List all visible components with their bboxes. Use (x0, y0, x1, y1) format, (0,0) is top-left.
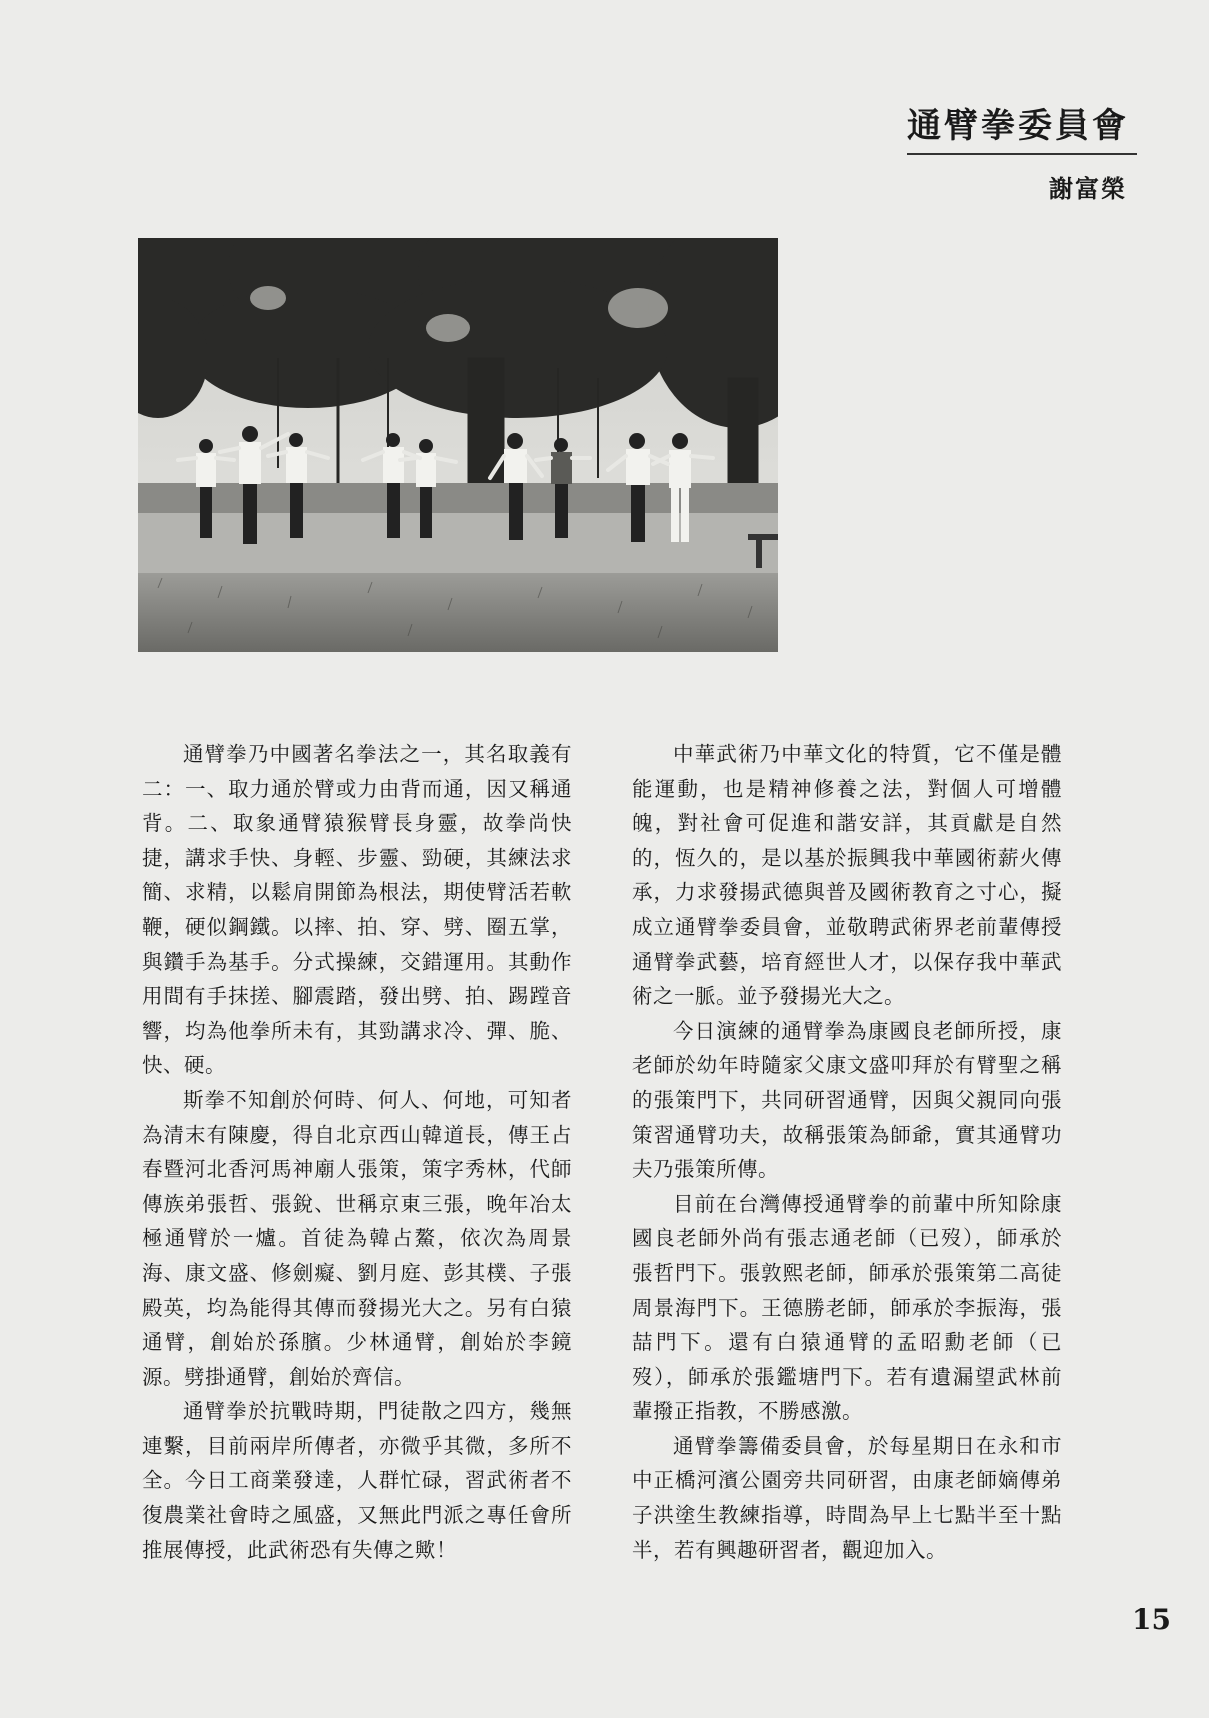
photo-illustration (138, 238, 778, 652)
article-header (907, 98, 1137, 204)
paragraph: 斯拳不知創於何時、何人、何地，可知者為清末有陳慶，得自北京西山韓道長，傳王占春暨河北香河馬神廟人張策，策字秀林，代師傳族弟張哲、張銳、世稱京東三張，晚年冶太極通臂於一爐。首徒為韓占鰲，依次為周景海、康文盛、修劍癡、劉月庭、彭其樸、子張殿英，均為能得其傳而發揚光大之。另有白猿通臂，創始於孫臏。少林通臂，創始於李鏡源。劈掛通臂，創始於齊信。 (142, 1087, 572, 1389)
paragraph: 目前在台灣傳授通臂拳的前輩中所知除康國良老師外尚有張志通老師（已歿），師承於張哲門下。張敦熙老師，師承於張策第二高徒周景海門下。王德勝老師，師承於李振海，張喆門下。還有白猿通臂的孟昭勳老師（已歿），師承於張鑑塘門下。若有遺漏望武林前輩撥正指教，不勝感激。 (632, 1191, 1062, 1424)
paragraph: 通臂拳籌備委員會，於每星期日在永和市中正橋河濱公園旁共同研習，由康老師嫡傳弟子洪塗生教練指導，時間為早上七點半至十點半，若有興趣研習者，觀迎加入。 (632, 1433, 1062, 1562)
paragraph: 通臂拳乃中國著名拳法之一，其名取義有二：一、取力通於臂或力由背而通，因又稱通背。二、取象通臂猿猴臂長身靈，故拳尚快捷，講求手快、身輕、步靈、勁硬，其練法求簡、求精，以鬆肩開節為根法，期使臂活若軟鞭，硬似鋼鐵。以摔、拍、穿、劈、圈五掌，與鑽手為基手。分式操練，交錯運用。其動作用間有手抹搓、腳震踏，發出劈、拍、踢蹚音響，均為他拳所未有，其勁講求冷、彈、脆、快、硬。 (142, 742, 572, 1078)
paragraph: 中華武術乃中華文化的特質，它不僅是體能運動，也是精神修養之法，對個人可增體魄，對社會可促進和諧安詳，其貢獻是自然的，恆久的，是以基於振興我中華國術薪火傳承，力求發揚武德與普及國術教育之寸心，擬成立通臂拳委員會，並敬聘武術界老前輩傳授通臂拳武藝，培育經世人才，以保存我中華武術之一脈。並予發揚光大之。 (632, 742, 1062, 1009)
article-author: 謝富榮 (1049, 175, 1127, 203)
group-practice-photo (138, 238, 778, 652)
article-column-left (142, 737, 572, 1567)
article-title: 通臂拳委員會 (907, 98, 1137, 155)
page-number: 15 (1132, 1603, 1171, 1636)
paragraph: 今日演練的通臂拳為康國良老師所授，康老師於幼年時隨家父康文盛叩拜於有臂聖之稱的張策門下，共同研習通臂，因與父親同向張策習通臂功夫，故稱張策為師爺，實其通臂功夫乃張策所傳。 (632, 1018, 1062, 1182)
paragraph: 通臂拳於抗戰時期，門徒散之四方，幾無連繫，目前兩岸所傳者，亦微乎其微，多所不全。今日工商業發達，人群忙碌，習武術者不復農業社會時之風盛，又無此門派之專任會所推展傳授，此武術恐有失傳之歟！ (142, 1399, 572, 1562)
article-column-right (632, 737, 1062, 1567)
